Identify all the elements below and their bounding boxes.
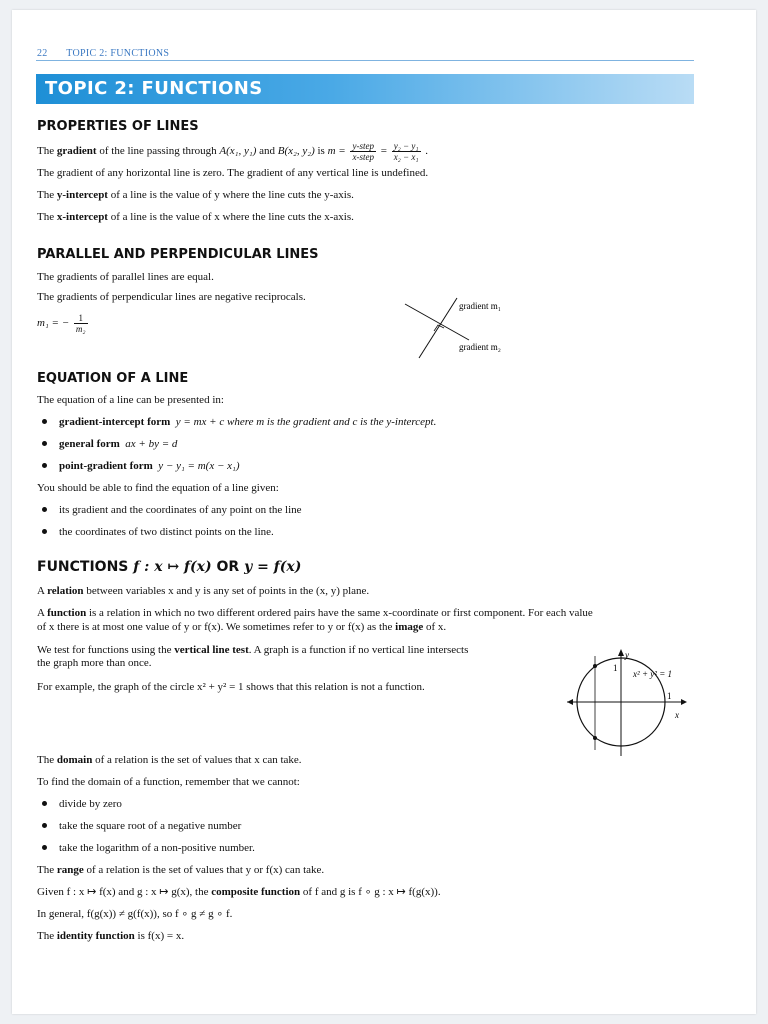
circle-graph — [565, 646, 715, 758]
perpendicular-lines-diagram — [397, 290, 527, 362]
list-item: divide by zero — [42, 798, 122, 811]
horizontal-vertical-gradient-text: The gradient of any horizontal line is zero. The gradient of any vertical line is undefined. — [37, 167, 429, 179]
parallel-text: The gradients of parallel lines are equal. — [37, 271, 214, 283]
gradient-definition: The gradient of the line passing through A(x₁, y₁) and B(x₂, y₂) is m = $\frac{\text{y-step}}{\text{x-step}}$ = $\frac{\text{y₂ − y₁}}{\text{x₂ − x₁}}$ . — [37, 141, 429, 162]
label-gradient-m2: gradient m₂ — [459, 342, 501, 352]
list-item: take the logarithm of a non-positive number. — [42, 842, 255, 855]
function-definition-line2: of x there is at most one value of y or f(x). We sometimes refer to y or f(x) as the image of x. — [37, 621, 447, 633]
heading-functions: FUNCTIONS f : x ↦ f(x) OR y = f(x) — [37, 559, 302, 575]
circle-example-text: For example, the graph of the circle x² + y² = 1 shows that this relation is not a function. — [37, 681, 425, 693]
list-item: gradient-intercept form y = mx + c where m is the gradient and c is the y-intercept. — [42, 416, 436, 429]
list-item: the coordinates of two distinct points on the line. — [42, 526, 274, 539]
textbook-page — [12, 10, 756, 1014]
header-rule — [36, 60, 694, 61]
intersection-point-top — [593, 664, 597, 668]
line-m1 — [419, 298, 457, 358]
range-definition: The range of a relation is the set of values that y or f(x) can take. — [37, 864, 325, 876]
y-axis-arrow — [618, 649, 624, 656]
x-intercept-text: The x-intercept of a line is the value of x where the line cuts the x-axis. — [37, 211, 354, 223]
circle-equation-label: x² + y² = 1 — [633, 669, 673, 679]
composite-function-definition: Given f : x ↦ f(x) and g : x ↦ g(x), the composite function of f and g is f ∘ g : x ↦ f(g(x)). — [37, 886, 441, 898]
x-axis-label: x — [675, 710, 679, 720]
tick-label-y-1: 1 — [613, 663, 618, 673]
vertical-line-test-line2: the graph more than once. — [37, 657, 152, 669]
right-angle-mark — [434, 325, 444, 331]
y-intercept-text: The y-intercept of a line is the value of y where the line cuts the y-axis. — [37, 189, 354, 201]
reciprocal-formula: m₁ = − $\frac{1}{\text{m₂}}$ — [37, 313, 86, 334]
list-item: point-gradient form y − y₁ = m(x − x₁) — [42, 460, 240, 473]
tick-label-x-1: 1 — [667, 691, 672, 701]
running-title: TOPIC 2: FUNCTIONS — [66, 48, 170, 59]
equation-intro: The equation of a line can be presented in: — [37, 394, 224, 406]
topic-banner — [36, 74, 694, 104]
list-item: general form ax + by = d — [42, 438, 177, 451]
perpendicular-text: The gradients of perpendicular lines are negative reciprocals. — [37, 291, 306, 303]
running-header — [37, 48, 169, 59]
label-gradient-m1: gradient m₁ — [459, 301, 501, 311]
domain-definition: The domain of a relation is the set of values that x can take. — [37, 754, 302, 766]
heading-properties-of-lines: PROPERTIES OF LINES — [37, 119, 199, 134]
topic-title: TOPIC 2: FUNCTIONS — [45, 78, 263, 99]
domain-intro: To find the domain of a function, remember that we cannot: — [37, 776, 300, 788]
given-intro: You should be able to find the equation of a line given: — [37, 482, 279, 494]
page-number: 22 — [37, 48, 48, 59]
x-axis-arrow-right — [681, 699, 687, 705]
x-axis-arrow-left — [567, 699, 573, 705]
identity-function-definition: The identity function is f(x) = x. — [37, 930, 185, 942]
composition-not-commutative: In general, f(g(x)) ≠ g(f(x)), so f ∘ g ≠ g ∘ f. — [37, 908, 233, 920]
vertical-line-test-text: We test for functions using the vertical line test. A graph is a function if no vertical line intersects — [37, 644, 469, 656]
intersection-point-bottom — [593, 736, 597, 740]
heading-parallel-perpendicular: PARALLEL AND PERPENDICULAR LINES — [37, 247, 319, 262]
relation-definition: A relation between variables x and y is any set of points in the (x, y) plane. — [37, 585, 370, 597]
heading-equation-of-line: EQUATION OF A LINE — [37, 371, 189, 386]
function-definition: A function is a relation in which no two different ordered pairs have the same x-coordinate or first component. For each value — [37, 607, 593, 619]
list-item: take the square root of a negative number — [42, 820, 241, 833]
list-item: its gradient and the coordinates of any point on the line — [42, 504, 302, 517]
y-axis-label: y — [625, 650, 629, 660]
